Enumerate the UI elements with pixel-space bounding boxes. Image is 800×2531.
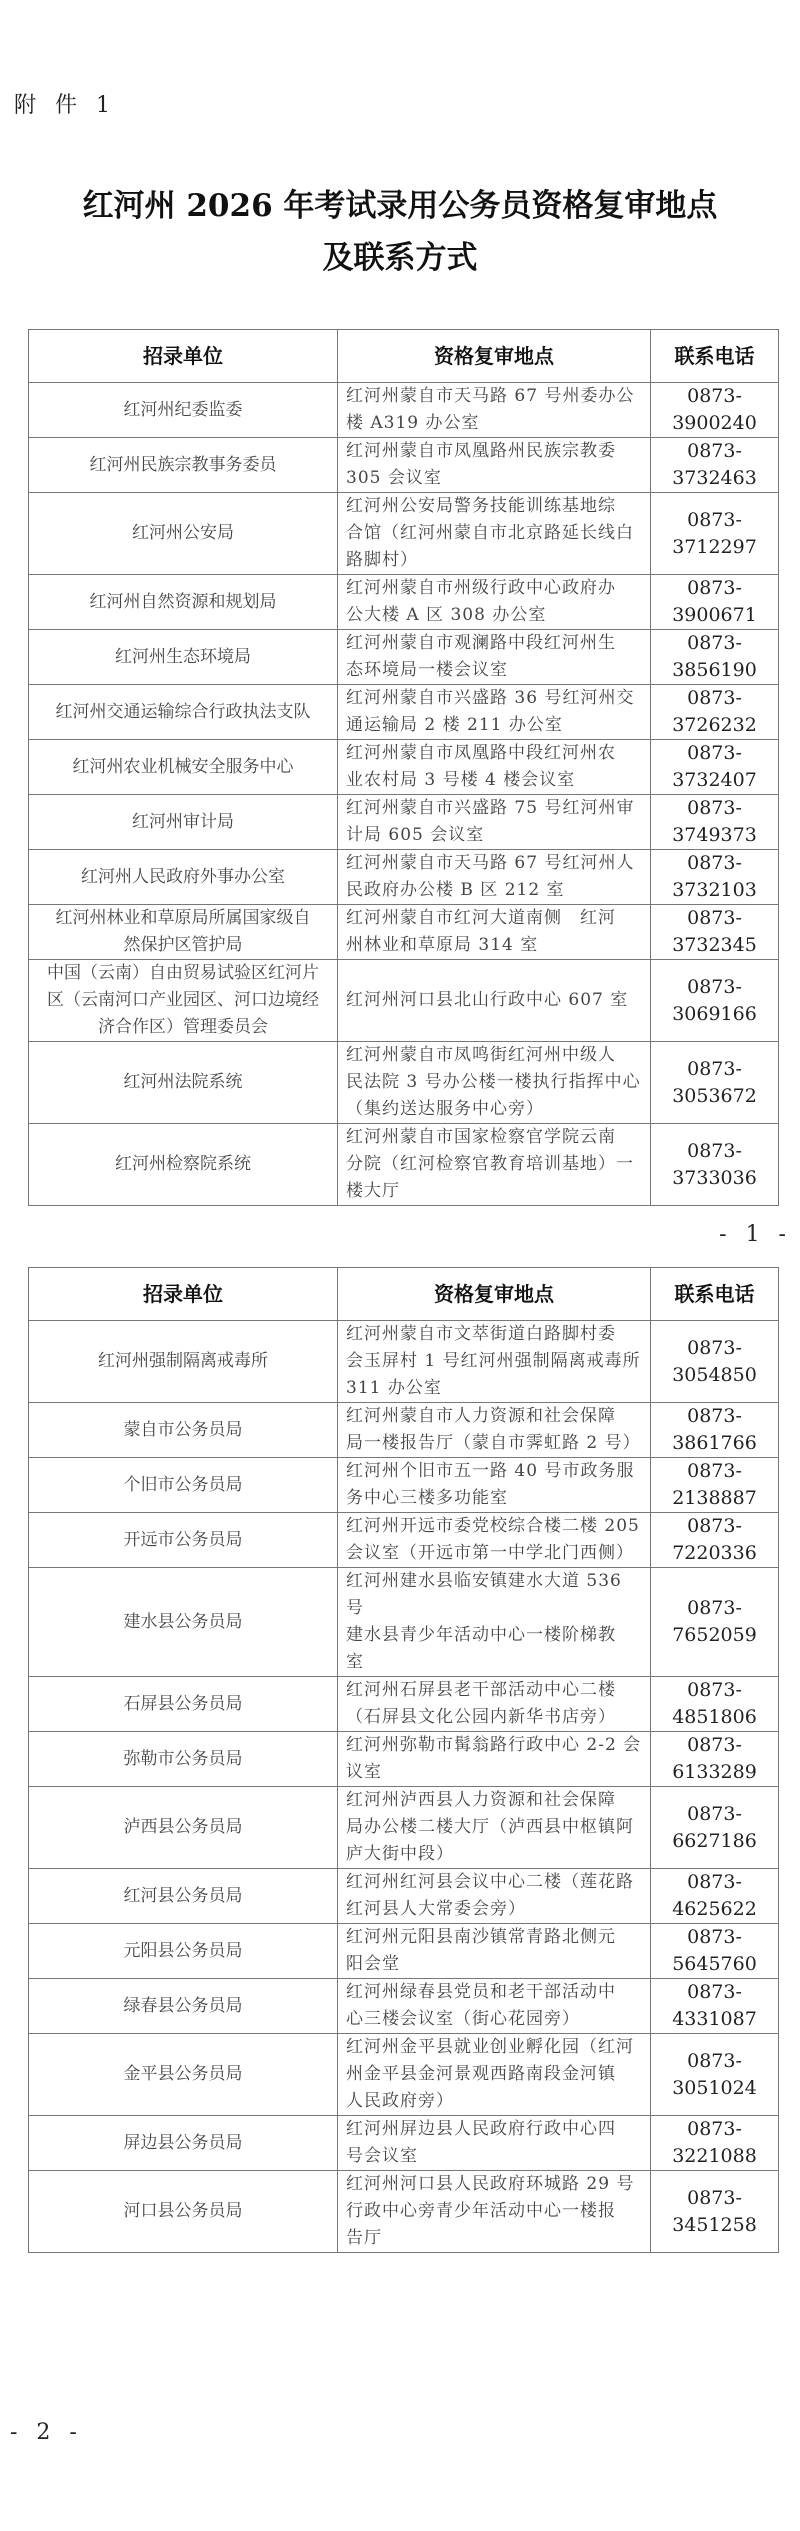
contact-phone-cell: 0873-3054850 [651,1321,779,1403]
recruiting-unit-cell: 元阳县公务员局 [29,1924,338,1979]
recruiting-unit-cell: 红河州民族宗教事务委员 [29,438,338,493]
table-row [29,2171,779,2253]
review-address-cell: 红河州红河县会议中心二楼（莲花路 红河县人大常委会旁） [338,1869,651,1924]
contact-phone-cell: 0873-3053672 [651,1042,779,1124]
contact-phone-cell: 0873-3732345 [651,905,779,960]
review-address-cell: 红河州蒙自市国家检察官学院云南 分院（红河检察官教育培训基地）一 楼大厅 [338,1124,651,1206]
contact-phone-cell: 0873-3732407 [651,740,779,795]
contact-phone-cell: 0873-3069166 [651,960,779,1042]
recruiting-unit-cell: 红河州交通运输综合行政执法支队 [29,685,338,740]
table-row [29,905,779,960]
table-row [29,850,779,905]
contact-phone-cell: 0873-3900240 [651,383,779,438]
contact-phone-cell: 0873-7220336 [651,1513,779,1568]
table-row [29,1321,779,1403]
review-address-cell: 红河州开远市委党校综合楼二楼 205 会议室（开远市第一中学北门西侧） [338,1513,651,1568]
contact-phone-cell: 0873-6627186 [651,1787,779,1869]
review-address-cell: 红河州蒙自市文萃街道白路脚村委 会玉屏村 1 号红河州强制隔离戒毒所 311 办公室 [338,1321,651,1403]
recruiting-unit-cell: 红河州法院系统 [29,1042,338,1124]
recruiting-unit-cell: 红河州公安局 [29,493,338,575]
recruiting-unit-cell: 红河州人民政府外事办公室 [29,850,338,905]
contact-phone-cell: 0873-6133289 [651,1732,779,1787]
review-address-cell: 红河州元阳县南沙镇常青路北侧元 阳会堂 [338,1924,651,1979]
review-address-cell: 红河州弥勒市髯翁路行政中心 2-2 会 议室 [338,1732,651,1787]
recruiting-unit-cell: 红河州检察院系统 [29,1124,338,1206]
table-row [29,1732,779,1787]
review-address-cell: 红河州石屏县老干部活动中心二楼 （石屏县文化公园内新华书店旁） [338,1677,651,1732]
review-address-cell: 红河州河口县人民政府环城路 29 号 行政中心旁青少年活动中心一楼报 告厅 [338,2171,651,2253]
recruiting-unit-cell: 中国（云南）自由贸易试验区红河片 区（云南河口产业园区、河口边境经 济合作区）管理委员会 [29,960,338,1042]
recruiting-unit-cell: 红河州自然资源和规划局 [29,575,338,630]
review-address-cell: 红河州蒙自市兴盛路 75 号红河州审 计局 605 会议室 [338,795,651,850]
table-row [29,1924,779,1979]
table-row [29,438,779,493]
review-address-cell: 红河州绿春县党员和老干部活动中 心三楼会议室（街心花园旁） [338,1979,651,2034]
contact-phone-cell: 0873-3221088 [651,2116,779,2171]
review-address-cell: 红河州蒙自市天马路 67 号红河州人 民政府办公楼 B 区 212 室 [338,850,651,905]
recruiting-unit-cell: 屏边县公务员局 [29,2116,338,2171]
recruiting-unit-cell: 蒙自市公务员局 [29,1403,338,1458]
recruiting-unit-cell: 建水县公务员局 [29,1568,338,1677]
recruiting-unit-cell: 石屏县公务员局 [29,1677,338,1732]
recruiting-unit-cell: 红河州强制隔离戒毒所 [29,1321,338,1403]
page-number: - 2 - [10,2420,83,2445]
review-address-cell: 红河州蒙自市凤鸣街红河州中级人 民法院 3 号办公楼一楼执行指挥中心 （集约送达服务中心旁） [338,1042,651,1124]
attachment-label: 附 件 1 [14,93,116,118]
table-row [29,493,779,575]
table-row [29,685,779,740]
contact-phone-cell: 0873-4331087 [651,1979,779,2034]
document-title-line2: 及联系方式 [322,240,478,276]
review-address-cell: 红河州河口县北山行政中心 607 室 [338,960,651,1042]
contact-phone-cell: 0873-7652059 [651,1568,779,1677]
contact-phone-cell: 0873-5645760 [651,1924,779,1979]
contact-phone-cell: 0873-3051024 [651,2034,779,2116]
contact-phone-cell: 0873-3856190 [651,630,779,685]
contact-phone-cell: 0873-3861766 [651,1403,779,1458]
review-address-cell: 红河州金平县就业创业孵化园（红河 州金平县金河景观西路南段金河镇 人民政府旁） [338,2034,651,2116]
table-row [29,2034,779,2116]
review-address-cell: 红河州屏边县人民政府行政中心四 号会议室 [338,2116,651,2171]
header-unit: 招录单位 [29,330,338,383]
recruiting-unit-cell: 金平县公务员局 [29,2034,338,2116]
recruiting-unit-cell: 绿春县公务员局 [29,1979,338,2034]
table-row [29,1979,779,2034]
table-row [29,740,779,795]
recruiting-unit-cell: 红河州纪委监委 [29,383,338,438]
review-address-cell: 红河州蒙自市人力资源和社会保障 局一楼报告厅（蒙自市霁虹路 2 号） [338,1403,651,1458]
review-address-cell: 红河州蒙自市凤凰路中段红河州农 业农村局 3 号楼 4 楼会议室 [338,740,651,795]
header-address: 资格复审地点 [338,1268,651,1321]
table-row [29,795,779,850]
review-address-cell: 红河州蒙自市天马路 67 号州委办公 楼 A319 办公室 [338,383,651,438]
table-row [29,1513,779,1568]
header-address: 资格复审地点 [338,330,651,383]
recruiting-unit-cell: 弥勒市公务员局 [29,1732,338,1787]
document-title-line1: 红河州 2026 年考试录用公务员资格复审地点 [82,188,718,224]
recruiting-unit-cell: 开远市公务员局 [29,1513,338,1568]
recruiting-unit-cell: 红河州生态环境局 [29,630,338,685]
table-row [29,1403,779,1458]
table-row [29,1458,779,1513]
contact-phone-cell: 0873-3749373 [651,795,779,850]
review-address-cell: 红河州泸西县人力资源和社会保障 局办公楼二楼大厅（泸西县中枢镇阿 庐大街中段） [338,1787,651,1869]
contact-phone-cell: 0873-3900671 [651,575,779,630]
contact-phone-cell: 0873-3451258 [651,2171,779,2253]
recruiting-unit-cell: 泸西县公务员局 [29,1787,338,1869]
review-address-cell: 红河州蒙自市观澜路中段红河州生 态环境局一楼会议室 [338,630,651,685]
recruiting-unit-cell: 红河州农业机械安全服务中心 [29,740,338,795]
table-row [29,1124,779,1206]
table-row [29,575,779,630]
review-address-cell: 红河州蒙自市州级行政中心政府办 公大楼 A 区 308 办公室 [338,575,651,630]
recruiting-unit-cell: 红河州林业和草原局所属国家级自 然保护区管护局 [29,905,338,960]
table-row [29,2116,779,2171]
review-locations-table-page2 [28,1267,779,2253]
review-address-cell: 红河州个旧市五一路 40 号市政务服 务中心三楼多功能室 [338,1458,651,1513]
review-address-cell: 红河州建水县临安镇建水大道 536 号 建水县青少年活动中心一楼阶梯教 室 [338,1568,651,1677]
header-phone: 联系电话 [651,330,779,383]
review-address-cell: 红河州公安局警务技能训练基地综 合馆（红河州蒙自市北京路延长线白 路脚村） [338,493,651,575]
contact-phone-cell: 0873-4851806 [651,1677,779,1732]
contact-phone-cell: 0873-2138887 [651,1458,779,1513]
contact-phone-cell: 0873-4625622 [651,1869,779,1924]
table-row [29,383,779,438]
table-row [29,960,779,1042]
contact-phone-cell: 0873-3732463 [651,438,779,493]
header-unit: 招录单位 [29,1268,338,1321]
table-header-row [29,1268,779,1321]
table-row [29,1787,779,1869]
review-address-cell: 红河州蒙自市红河大道南侧 红河 州林业和草原局 314 室 [338,905,651,960]
table-row [29,1042,779,1124]
recruiting-unit-cell: 红河州审计局 [29,795,338,850]
table-header-row [29,330,779,383]
review-locations-table-page1 [28,329,779,1206]
header-phone: 联系电话 [651,1268,779,1321]
recruiting-unit-cell: 个旧市公务员局 [29,1458,338,1513]
contact-phone-cell: 0873-3732103 [651,850,779,905]
table-row [29,630,779,685]
page-number: - 1 - [719,1222,792,1247]
contact-phone-cell: 0873-3726232 [651,685,779,740]
review-address-cell: 红河州蒙自市凤凰路州民族宗教委 305 会议室 [338,438,651,493]
table-row [29,1677,779,1732]
recruiting-unit-cell: 红河县公务员局 [29,1869,338,1924]
review-address-cell: 红河州蒙自市兴盛路 36 号红河州交 通运输局 2 楼 211 办公室 [338,685,651,740]
table-row [29,1869,779,1924]
table-row [29,1568,779,1677]
recruiting-unit-cell: 河口县公务员局 [29,2171,338,2253]
contact-phone-cell: 0873-3733036 [651,1124,779,1206]
contact-phone-cell: 0873-3712297 [651,493,779,575]
